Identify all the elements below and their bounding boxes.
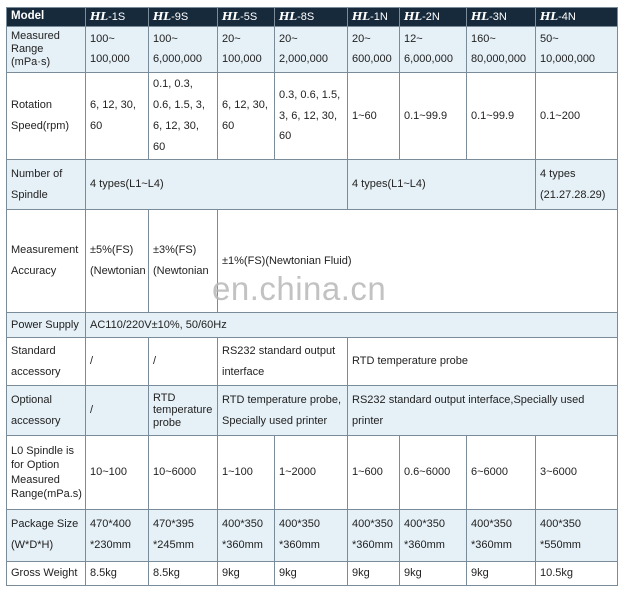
row-label-number-of-spindle: Number of Spindle bbox=[7, 160, 86, 210]
cell-spindle-s-series: 4 types(L1~L4) bbox=[86, 160, 348, 210]
row-label-optional-accessory: Optional accessory bbox=[7, 386, 86, 436]
cell-speed-9s: 0.1, 0.3, 0.6, 1.5, 3, 6, 12, 30, 60 bbox=[149, 72, 218, 160]
model-suffix: -9S bbox=[171, 11, 189, 24]
cell-l0-1n: 1~600 bbox=[348, 436, 400, 510]
row-l0-spindle bbox=[7, 436, 618, 510]
cell-speed-1n: 1~60 bbox=[348, 72, 400, 160]
row-label-gross-weight: Gross Weight bbox=[7, 561, 86, 585]
cell-range-3n: 160~ 80,000,000 bbox=[467, 27, 536, 72]
model-suffix: -5S bbox=[240, 11, 258, 24]
row-gross-weight bbox=[7, 561, 618, 585]
cell-l0-2n: 0.6~6000 bbox=[400, 436, 467, 510]
cell-spindle-4n: 4 types (21.27.28.29) bbox=[536, 160, 618, 210]
cell-package-9s: 470*395 *245mm bbox=[149, 510, 218, 562]
model-header-hl-3n bbox=[467, 8, 536, 27]
row-label-package-size: Package Size (W*D*H) bbox=[7, 510, 86, 562]
cell-l0-1s: 10~100 bbox=[86, 436, 149, 510]
cell-standard-1s: / bbox=[86, 337, 149, 386]
cell-weight-5s: 9kg bbox=[218, 561, 275, 585]
cell-accuracy-others: ±1%(FS)(Newtonian Fluid) bbox=[218, 210, 618, 313]
row-number-of-spindle bbox=[7, 160, 618, 210]
cell-speed-8s: 0.3, 0.6, 1.5, 3, 6, 12, 30, 60 bbox=[275, 72, 348, 160]
row-label-l0-spindle: L0 Spindle is for Option Measured Range(mPa.s) bbox=[7, 436, 86, 510]
cell-package-1s: 470*400 *230mm bbox=[86, 510, 149, 562]
model-suffix: -8S bbox=[297, 11, 315, 24]
brand-text: HL bbox=[279, 10, 298, 24]
cell-speed-2n: 0.1~99.9 bbox=[400, 72, 467, 160]
cell-package-8s: 400*350 *360mm bbox=[275, 510, 348, 562]
cell-accuracy-9s: ±3%(FS) (Newtonian bbox=[149, 210, 218, 313]
row-label-measured-range: Measured Range (mPa·s) bbox=[7, 27, 86, 72]
cell-speed-5s: 6, 12, 30, 60 bbox=[218, 72, 275, 160]
cell-l0-5s: 1~100 bbox=[218, 436, 275, 510]
cell-weight-3n: 9kg bbox=[467, 561, 536, 585]
row-power-supply bbox=[7, 313, 618, 337]
cell-weight-8s: 9kg bbox=[275, 561, 348, 585]
model-header-hl-9s bbox=[149, 8, 218, 27]
model-suffix: -1S bbox=[108, 11, 126, 24]
brand-text: HL bbox=[404, 10, 423, 24]
cell-speed-3n: 0.1~99.9 bbox=[467, 72, 536, 160]
brand-text: HL bbox=[90, 10, 109, 24]
cell-range-9s: 100~ 6,000,000 bbox=[149, 27, 218, 72]
row-label-standard-accessory: Standard accessory bbox=[7, 337, 86, 386]
model-header-hl-2n bbox=[400, 8, 467, 27]
cell-speed-1s: 6, 12, 30, 60 bbox=[86, 72, 149, 160]
cell-standard-5s-8s: RS232 standard output interface bbox=[218, 337, 348, 386]
row-standard-accessory bbox=[7, 337, 618, 386]
cell-package-3n: 400*350 *360mm bbox=[467, 510, 536, 562]
cell-l0-3n: 6~6000 bbox=[467, 436, 536, 510]
brand-text: HL bbox=[540, 10, 559, 24]
cell-weight-9s: 8.5kg bbox=[149, 561, 218, 585]
row-label-rotation-speed: Rotation Speed(rpm) bbox=[7, 72, 86, 160]
row-package-size bbox=[7, 510, 618, 562]
cell-l0-9s: 10~6000 bbox=[149, 436, 218, 510]
row-label-measurement-accuracy: Measurement Accuracy bbox=[7, 210, 86, 313]
model-header-hl-1s bbox=[86, 8, 149, 27]
cell-range-5s: 20~ 100,000 bbox=[218, 27, 275, 72]
cell-weight-1n: 9kg bbox=[348, 561, 400, 585]
model-header-hl-4n bbox=[536, 8, 618, 27]
cell-range-2n: 12~ 6,000,000 bbox=[400, 27, 467, 72]
cell-optional-5s-8s: RTD temperature probe, Specially used printer bbox=[218, 386, 348, 436]
row-measurement-accuracy bbox=[7, 210, 618, 313]
cell-speed-4n: 0.1~200 bbox=[536, 72, 618, 160]
cell-spindle-n-series: 4 types(L1~L4) bbox=[348, 160, 536, 210]
cell-range-8s: 20~ 2,000,000 bbox=[275, 27, 348, 72]
spec-table bbox=[6, 7, 618, 586]
cell-power-supply: AC110/220V±10%, 50/60Hz bbox=[86, 313, 618, 337]
model-suffix: -4N bbox=[558, 11, 576, 24]
brand-text: HL bbox=[153, 10, 172, 24]
model-header-hl-5s bbox=[218, 8, 275, 27]
cell-weight-2n: 9kg bbox=[400, 561, 467, 585]
cell-l0-8s: 1~2000 bbox=[275, 436, 348, 510]
watermark-text: en.china.cn bbox=[212, 270, 387, 307]
cell-l0-4n: 3~6000 bbox=[536, 436, 618, 510]
cell-accuracy-1s: ±5%(FS) (Newtonian bbox=[86, 210, 149, 313]
brand-text: HL bbox=[352, 10, 371, 24]
cell-package-1n: 400*350 *360mm bbox=[348, 510, 400, 562]
cell-package-2n: 400*350 *360mm bbox=[400, 510, 467, 562]
cell-standard-n-series: RTD temperature probe bbox=[348, 337, 618, 386]
cell-package-4n: 400*350 *550mm bbox=[536, 510, 618, 562]
cell-standard-9s: / bbox=[149, 337, 218, 386]
cell-optional-9s: RTD temperature probe bbox=[149, 386, 218, 436]
cell-optional-1s: / bbox=[86, 386, 149, 436]
row-measured-range bbox=[7, 27, 618, 72]
cell-range-1n: 20~ 600,000 bbox=[348, 27, 400, 72]
cell-weight-1s: 8.5kg bbox=[86, 561, 149, 585]
row-optional-accessory bbox=[7, 386, 618, 436]
model-suffix: -2N bbox=[422, 11, 440, 24]
row-rotation-speed bbox=[7, 72, 618, 160]
model-header: Model bbox=[7, 8, 86, 27]
cell-optional-n-series: RS232 standard output interface,Specially used printer bbox=[348, 386, 618, 436]
row-label-power-supply: Power Supply bbox=[7, 313, 86, 337]
model-suffix: -3N bbox=[489, 11, 507, 24]
cell-range-4n: 50~ 10,000,000 bbox=[536, 27, 618, 72]
model-suffix: -1N bbox=[370, 11, 388, 24]
model-header-hl-8s bbox=[275, 8, 348, 27]
cell-weight-4n: 10.5kg bbox=[536, 561, 618, 585]
brand-text: HL bbox=[222, 10, 241, 24]
cell-range-1s: 100~ 100,000 bbox=[86, 27, 149, 72]
cell-package-5s: 400*350 *360mm bbox=[218, 510, 275, 562]
header-row bbox=[7, 8, 618, 27]
brand-text: HL bbox=[471, 10, 490, 24]
model-header-hl-1n bbox=[348, 8, 400, 27]
